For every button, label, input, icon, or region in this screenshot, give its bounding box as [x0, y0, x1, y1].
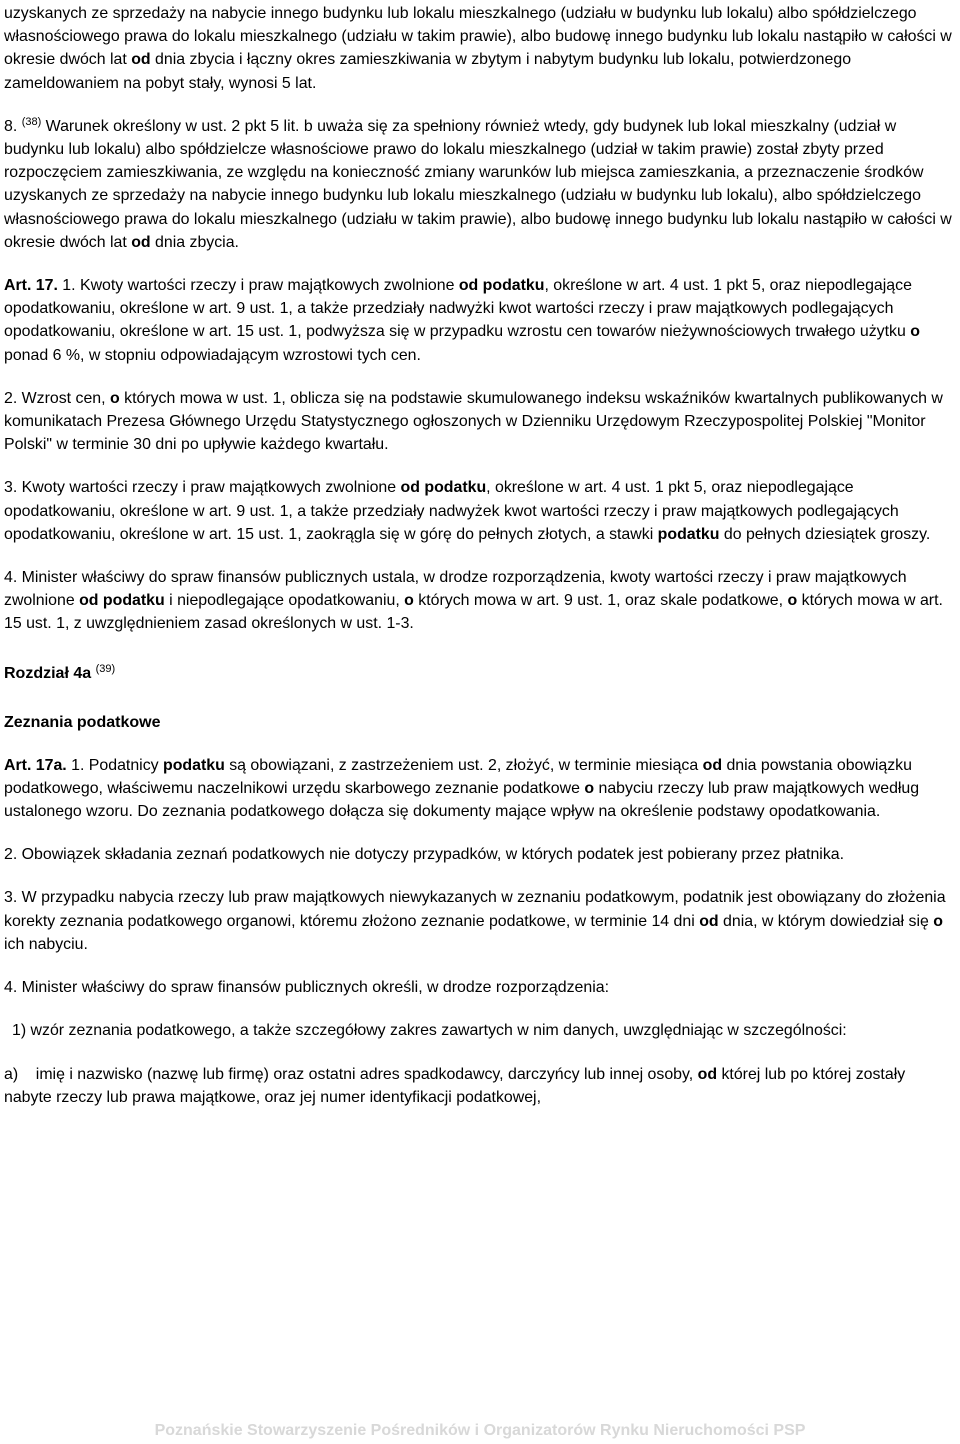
article-17a-par-3	[4, 886, 957, 956]
article-17-par-2	[4, 387, 957, 457]
bold-term: o	[109, 389, 120, 407]
chapter-title	[4, 662, 957, 685]
bold-term: od	[702, 756, 723, 774]
footnote-ref: (39)	[95, 662, 116, 675]
article-label: Art. 17a.	[4, 756, 67, 774]
page-footer: Poznańskie Stowarzyszenie Pośredników i Organizatorów Rynku Nieruchomości PSP	[154, 1422, 806, 1439]
text: 2. Wzrost cen,	[4, 389, 106, 407]
bold-term: podatku	[163, 756, 225, 774]
bold-term: podatku	[657, 525, 720, 543]
list-item-1: 1) wzór zeznania podatkowego, a także szczegółowy zakres zawartych w nim danych, uwzględniając w szczególności:	[12, 1022, 847, 1040]
text: których mowa w art. 9 ust. 1, oraz skale podatkowe,	[418, 592, 784, 610]
text: do pełnych dziesiątek groszy.	[723, 525, 931, 543]
text: ponad 6 %, w stopniu odpowiadającym wzrostowi tych cen.	[4, 346, 421, 364]
bold-term: o	[910, 323, 920, 341]
bold-term: od	[131, 233, 151, 251]
text: i niepodlegające opodatkowaniu,	[169, 592, 400, 610]
bold-term: o	[933, 912, 943, 930]
bold-term: od	[699, 912, 719, 930]
chapter-title-text: Rozdział 4a	[4, 664, 92, 682]
text: której lub po której zostały nabyte rzeczy lub prawa majątkowe, oraz jej numer identyfikacji podatkowej,	[4, 1065, 906, 1106]
bold-term: o	[584, 779, 595, 797]
text: których mowa w art. 15 ust. 1, z uwzględnieniem zasad określonych w ust. 1-3.	[4, 592, 943, 633]
text: dnia powstania obowiązku podatkowego, właściwemu naczelnikowi urzędu skarbowego zeznanie podatkowe	[4, 756, 912, 797]
bold-term: od podatku	[400, 479, 487, 497]
chapter-subtitle: Zeznania podatkowe	[4, 713, 161, 731]
text: uzyskanych ze sprzedaży na nabycie innego budynku lub lokalu mieszkalnego (udziału w budynku lub lokalu) albo spółdzielczego własnościowego prawa do lokalu mieszkalnego (udziału w takim prawie), albo budowę innego budynku lub lokalu nastąpiło w całości w okresie dwóch lat	[4, 5, 952, 69]
text: 4. Minister właściwy do spraw finansów publicznych ustala, w drodze rozporządzenia, kwoty wartości rzeczy i praw majątkowych zwolnione	[4, 569, 907, 610]
bold-term: od	[697, 1065, 718, 1083]
bold-term: o	[404, 592, 414, 610]
text: , określone w art. 4 ust. 1 pkt 5, oraz niepodlegające opodatkowaniu, określone w art. 9 ust. 1, a także przedziały nadwyżek kwot wartości rzeczy i praw majątkowych podlegających opodatkowaniu, określone w art. 15 ust. 1, zaokrągla się w górę do pełnych złotych, a stawki	[4, 479, 899, 543]
bold-term: od podatku	[458, 277, 545, 295]
text: a) imię i nazwisko (nazwę lub firmę) oraz ostatni adres spadkodawcy, darczyńcy lub innej osoby,	[4, 1065, 694, 1083]
text: 3. Kwoty wartości rzeczy i praw majątkowych zwolnione	[4, 479, 397, 497]
text: nabyciu rzeczy lub praw majątkowych według ustalonego wzoru. Do zeznania podatkowego dołącza się dokumenty mające wpływ na określenie podstawy opodatkowania.	[4, 779, 920, 821]
bold-term: od	[131, 51, 151, 69]
article-label: Art. 17.	[4, 277, 58, 295]
text: 1. Podatnicy	[71, 756, 159, 774]
text: dnia zbycia i łączny okres zamieszkiwania w zbytym i nabytym budynku lub lokalu, potwierdzonego zameldowaniem na pobyt stały, wynosi 5 lat.	[4, 51, 852, 92]
text: , określone w art. 4 ust. 1 pkt 5, oraz niepodlegające opodatkowaniu, określone w art. 9 ust. 1, a także przedziały nadwyżki kwot wartości rzeczy i praw majątkowych podlegających opodatkowaniu, określone w art. 15 ust. 1, podwyższa się w przypadku wzrostu cen towarów nieżywnościowych trwałego użytku	[4, 277, 912, 341]
paragraph-8	[4, 115, 957, 254]
text: 1. Kwoty wartości rzeczy i praw majątkowych zwolnione	[62, 277, 455, 295]
article-17a-par-4: 4. Minister właściwy do spraw finansów publicznych określi, w drodze rozporządzenia:	[4, 979, 609, 997]
list-item-a	[4, 1063, 957, 1109]
bold-term: o	[787, 592, 798, 610]
article-17-par-4	[4, 566, 957, 636]
article-17a-par-2: 2. Obowiązek składania zeznań podatkowych nie dotyczy przypadków, w których podatek jest pobierany przez płatnika.	[4, 846, 845, 864]
paragraph-number: 8.	[4, 117, 18, 135]
text: dnia, w którym dowiedział się	[723, 912, 929, 930]
text: dnia zbycia.	[155, 233, 239, 251]
article-17-par-3	[4, 476, 957, 546]
paragraph-continuation	[4, 0, 957, 95]
article-17-par-1	[4, 274, 957, 367]
text: których mowa w ust. 1, oblicza się na podstawie skumulowanego indeksu wskaźników kwartalnych publikowanych w komunikatach Prezesa Głównego Urzędu Statystycznego ogłoszonych w Dzienniku Urzędowym Rzeczypospolitej Polskiej "Monitor Polski" w terminie 30 dni po upływie każdego kwartału.	[4, 389, 943, 454]
bold-term: od podatku	[79, 592, 165, 610]
text: są obowiązani, z zastrzeżeniem ust. 2, złożyć, w terminie miesiąca	[229, 756, 699, 774]
document-page	[4, 0, 957, 1109]
text: ich nabyciu.	[4, 935, 88, 953]
footnote-ref: (38)	[21, 115, 42, 128]
article-17a-par-1	[4, 754, 957, 824]
text: 3. W przypadku nabycia rzeczy lub praw majątkowych niewykazanych w zeznaniu podatkowym, podatnik jest obowiązany do złożenia korekty zeznania podatkowego organowi, któremu złożono zeznanie podatkowe, w terminie 14 dni	[4, 889, 946, 930]
text: Warunek określony w ust. 2 pkt 5 lit. b uważa się za spełniony również wtedy, gdy budynek lub lokal mieszkalny (udział w budynku lub lokalu) albo spółdzielcze własnościowe prawo do lokalu mieszkalnego (udział w takim prawie) został zbyty przed rozpoczęciem zamieszkiwania, ze względu na konieczność zmiany warunków lub miejsca zamieszkania, a przeznaczenie środków uzyskanych ze sprzedaży na nabycie innego budynku lub lokalu mieszkalnego (udziału w budynku lub lokalu), albo spółdzielczego własnościowego prawa do lokalu mieszkalnego (udziału w takim prawie), albo budowę innego budynku lub lokalu nastąpiło w całości w okresie dwóch lat	[4, 117, 952, 251]
